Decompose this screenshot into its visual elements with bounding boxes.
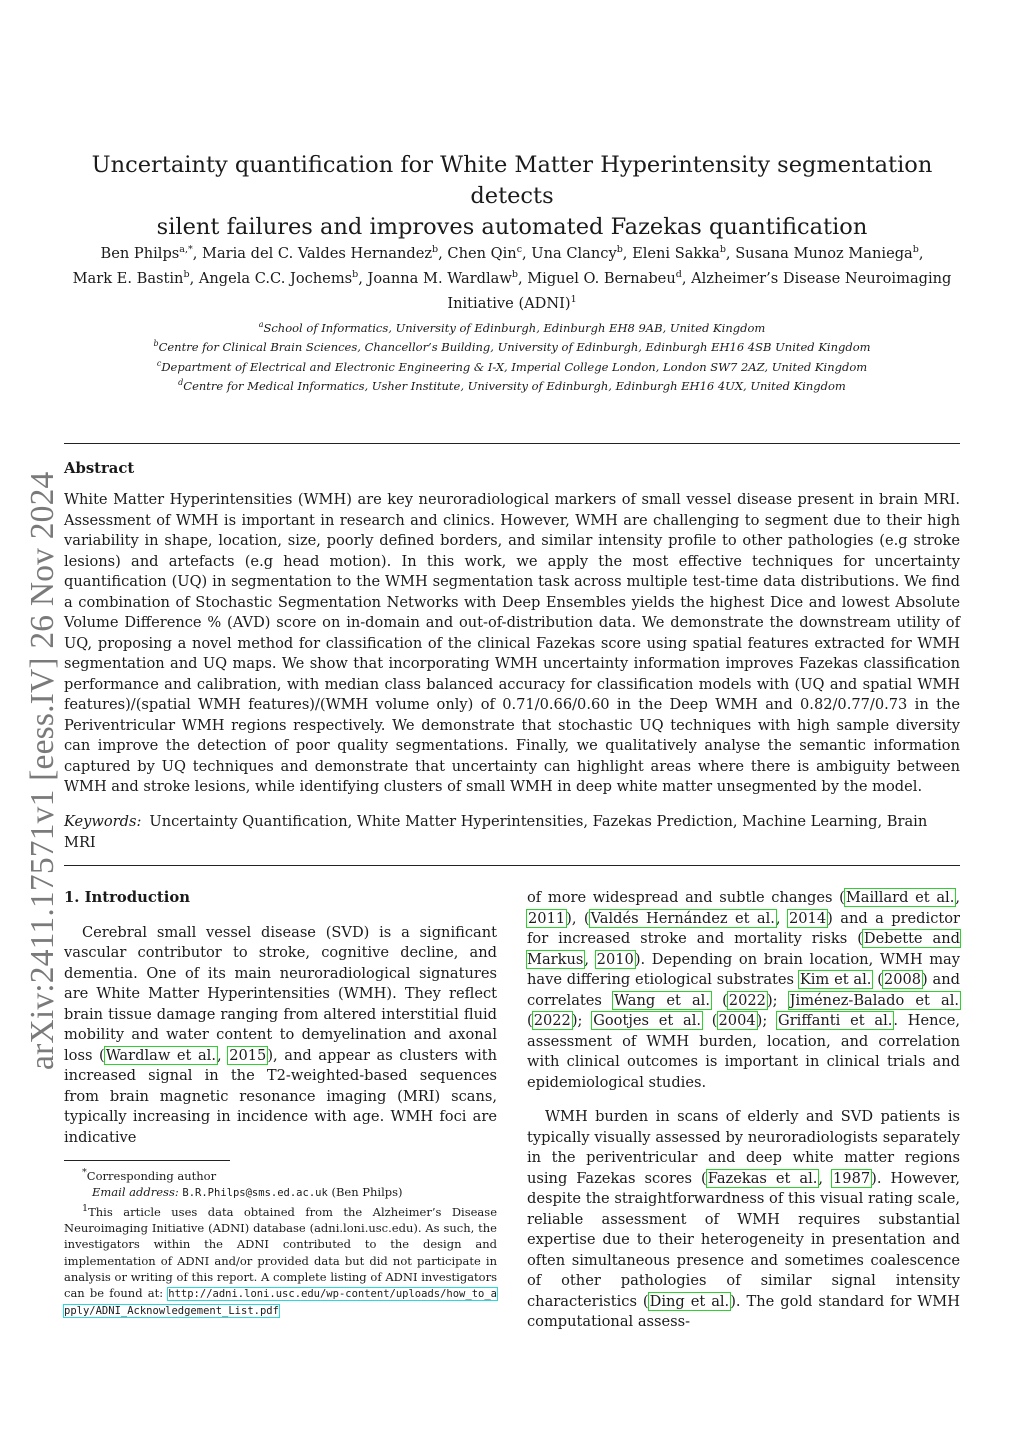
footnote-adni — [64, 1201, 497, 1319]
citation-link[interactable]: 2011 — [528, 909, 566, 927]
keywords-label: Keywords: — [64, 813, 142, 830]
affil-mark: c — [156, 358, 162, 368]
affiliation — [60, 356, 964, 375]
author-affil-mark: d — [675, 268, 682, 280]
text: Cerebral small vessel disease (SVD) is a significant vascular contributor to stroke, cognitive decline, and dementia. One of its main neuroradiological signatures are White Matter Hyperintensities (WMH). They reflect brain tissue damage ranging from altered interstitial fluid mobility and water content to demyelination and axonal loss ( — [64, 923, 497, 1064]
citation-link[interactable]: Fazekas et al. — [707, 1169, 818, 1187]
author-affil-mark: b — [352, 268, 359, 280]
citation-link[interactable]: 2010 — [596, 950, 634, 968]
abstract-body: White Matter Hyperintensities (WMH) are key neuroradiological markers of small vessel disease present in brain MRI. Assessment of WMH is important in research and clinics. However, WMH are challenging to segment due to their high variability in shape, location, size, poorly defined borders, and similar intensity profile to other pathologies (e.g stroke lesions) and artefacts (e.g head motion). In this work, we apply the most effective techniques for uncertainty quantification (UQ) in segmentation to the WMH segmentation task across multiple test-time data distributions. We find a combination of Stochastic Segmentation Networks with Deep Ensembles yields the highest Dice and lowest Absolute Volume Difference % (AVD) score on in-domain and out-of-distribution data. We demonstrate the downstream utility of UQ, proposing a novel method for classification of the clinical Fazekas score using spatial features extracted for WMH segmentation and UQ maps. We show that incorporating WMH uncertainty information improves Fazekas classification performance and calibration, with median class balanced accuracy for classification models with (UQ and spatial WMH features)/(spatial WMH features)/(WMH volume only) of 0.71/0.66/0.60 in the Deep WMH and 0.82/0.77/0.73 in the Periventricular WMH regions respectively. We demonstrate that stochastic UQ techniques with high sample diversity can improve the detection of poor quality segmentations. Finally, we qualitatively analyse the semantic information captured by UQ techniques and demonstrate that uncertainty can highlight areas where there is ambiguity between WMH and stroke lesions, while identifying clusters of small WMH in deep white matter unsegmented by the model. — [64, 491, 960, 795]
abstract-bottom-rule — [64, 865, 960, 866]
author-affil-mark: b — [432, 244, 439, 255]
text: ), and appear as clusters with increased signal in the T2-weighted-based sequences from brain magnetic resonance imaging (MRI) scans, typically increasing in incidence with age. WMH foci are indicative — [64, 1046, 497, 1146]
text: ), ( — [566, 909, 590, 927]
author: Una Clancy — [531, 244, 617, 262]
arxiv-identifier: arXiv:2411.17571v1 [eess.IV] 26 Nov 2024 — [24, 471, 61, 1070]
citation-link[interactable]: Valdés Hernández et al. — [590, 909, 775, 927]
footnote-email — [64, 1184, 497, 1201]
text: , — [216, 1046, 229, 1064]
footnotes — [64, 1165, 497, 1319]
citation-link[interactable]: Debette and Markus — [527, 930, 960, 968]
author-affil-mark: b — [616, 244, 623, 255]
affil-text: Centre for Clinical Brain Sciences, Chancellor’s Building, University of Edinburgh, Edinburgh EH16 4SB United Kingdom — [158, 340, 871, 355]
author: Susana Munoz Maniega — [735, 244, 913, 262]
affiliation — [60, 317, 964, 336]
intro-paragraph-2 — [527, 1107, 960, 1333]
intro-paragraph-1 — [64, 923, 497, 1149]
citation-link[interactable]: 2004 — [718, 1012, 756, 1029]
text: ( — [872, 971, 883, 988]
email-label: Email address: — [92, 1185, 179, 1200]
text: . Hence, assessment of WMH burden, location, and correlation with clinical outcomes is important in clinical trials and epidemiological studies. — [527, 1012, 961, 1091]
keywords-text: Uncertainty Quantification, White Matter Hyperintensities, Fazekas Prediction, Machine Learning, Brain MRI — [64, 813, 928, 851]
author: Alzheimer’s Disease Neuroimaging Initiative (ADNI) — [447, 269, 952, 312]
author-affil-mark: b — [912, 244, 919, 255]
email-address[interactable]: B.R.Philps@sms.ed.ac.uk — [182, 1187, 328, 1200]
abstract-top-rule — [64, 443, 960, 444]
affiliation — [60, 336, 964, 355]
citation-link[interactable]: Wang et al. — [614, 991, 710, 1009]
text: ). However, despite the straightforwardness of this visual rating scale, reliable assessment of WMH requires substantial expertise due to their heterogeneity in presentation and often simultaneous presence and sometimes coalescence of other pathologies of similar signal intensity characteristics ( — [527, 1169, 961, 1310]
text: of more widespread and subtle changes ( — [527, 889, 845, 906]
text: ); — [756, 1012, 778, 1029]
text: , — [818, 1169, 833, 1187]
author: Mark E. Bastin — [72, 269, 184, 287]
text: ( — [710, 991, 728, 1009]
affil-text: Department of Electrical and Electronic Engineering & I-X, Imperial College London, London SW7 2AZ, United Kingdom — [161, 359, 868, 374]
text: (Ben Philps) — [331, 1185, 403, 1200]
title-line-2: silent failures and improves automated Fazekas quantification — [156, 214, 868, 240]
citation-link[interactable]: 1987 — [833, 1169, 871, 1187]
author: Ben Philps — [100, 244, 180, 262]
paper-title — [60, 150, 964, 243]
citation-link[interactable]: 2008 — [883, 971, 922, 988]
citation-link[interactable]: 2022 — [533, 1012, 571, 1029]
author-affil-mark: b — [183, 268, 190, 280]
citation-link[interactable]: Griffanti et al. — [778, 1012, 893, 1029]
text: , — [584, 950, 596, 968]
author: Joanna M. Wardlaw — [367, 269, 512, 287]
author-affil-mark: 1 — [570, 293, 577, 305]
author: Angela C.C. Jochems — [198, 269, 353, 287]
author-affil-mark: a,* — [179, 244, 193, 255]
affil-text: Centre for Medical Informatics, Usher Institute, University of Edinburgh, Edinburgh EH16 4UX, United Kingdom — [183, 378, 846, 393]
text: WMH burden in scans of elderly and SVD patients is typically visually assessed by neuroradiologists separately in the periventricular and deep white matter regions using Fazekas scores ( — [527, 1108, 960, 1187]
section-heading-introduction: 1. Introduction — [64, 889, 190, 906]
text: ( — [702, 1012, 718, 1029]
footnote-corresponding — [64, 1165, 497, 1184]
text: ). The gold standard for WMH computational assess- — [527, 1292, 960, 1330]
text: ). Depending on brain location, WMH may have differing etiological substrates — [527, 950, 960, 988]
author: Miguel O. Bernabeu — [527, 269, 676, 287]
text: ) and a predictor for increased stroke and mortality risks ( — [527, 909, 960, 947]
left-column — [64, 888, 497, 1148]
adni-url-link[interactable]: http://adni.loni.usc.edu/wp-content/uploads/how_to_apply/ADNI_Acknowledgement_List.pdf — [64, 1288, 497, 1318]
citation-link[interactable]: 2014 — [788, 909, 827, 927]
affil-mark: b — [153, 339, 159, 349]
author-affil-mark: b — [511, 268, 518, 280]
text: ); — [571, 1012, 593, 1029]
footnote-rule — [64, 1160, 230, 1161]
citation-link[interactable]: 2022 — [728, 991, 766, 1009]
citation-link[interactable]: Maillard et al. — [845, 889, 955, 906]
text: , — [775, 909, 788, 927]
author: Eleni Sakka — [632, 244, 720, 262]
author: Maria del C. Valdes Hernandez — [202, 244, 433, 262]
intro-paragraph-1-cont — [527, 888, 960, 1093]
footnote-mark: 1 — [82, 1203, 89, 1215]
text: ) and correlates — [527, 971, 960, 1009]
affiliation — [60, 375, 964, 394]
text: ); — [766, 991, 789, 1009]
citation-link[interactable]: Ding et al. — [649, 1292, 730, 1310]
citation-link[interactable]: Gootjes et al. — [593, 1012, 702, 1029]
text: Corresponding author — [86, 1168, 217, 1183]
affil-mark: a — [258, 320, 264, 329]
author-affil-mark: b — [719, 244, 726, 255]
keywords — [64, 812, 960, 853]
title-line-1: Uncertainty quantification for White Matter Hyperintensity segmentation detects — [91, 152, 933, 209]
citation-link[interactable]: Jiménez-Balado et al. — [789, 991, 959, 1009]
right-column — [527, 888, 960, 1333]
citation-link[interactable]: 2015 — [229, 1046, 267, 1064]
author-affil-mark: c — [516, 244, 523, 255]
citation-link[interactable]: Kim et al. — [799, 971, 872, 988]
author: Chen Qin — [447, 244, 517, 262]
text: , — [955, 889, 961, 906]
affiliations — [60, 317, 964, 394]
text: ( — [527, 1012, 533, 1029]
affil-text: School of Informatics, University of Edinburgh, Edinburgh EH8 9AB, United Kingdom — [263, 320, 766, 335]
abstract-heading: Abstract — [64, 460, 135, 477]
author-list: Ben Philps$^{a,*}$, Maria del C. Valdes Hernandez$^b$, Chen Qin$^c$, Una Clancy$^b$, Eleni Sakka$^b$, Susana Munoz Maniega$^b$, Mark E. Bastin$^b$, Angela C.C. Jochems$^b$, Joanna M. Wardlaw$^b$, Miguel O. Bernabeu$^d$, Alzheimer’s Disease Neuroimaging Initiative (ADNI)$^1$ — [72, 244, 952, 312]
affil-mark: d — [178, 377, 184, 387]
citation-link[interactable]: Wardlaw et al. — [105, 1046, 216, 1064]
text: This article uses data obtained from the Alzheimer’s Disease Neuroimaging Initiative (ADNI) database (adni.loni.usc.edu). As such, the investigators within the ADNI contributed to the design and implementation of ADNI and/or provided data but did not participate in analysis or writing of this report. A complete listing of ADNI investigators can be found at: — [64, 1205, 497, 1301]
footnote-mark: * — [82, 1167, 87, 1178]
